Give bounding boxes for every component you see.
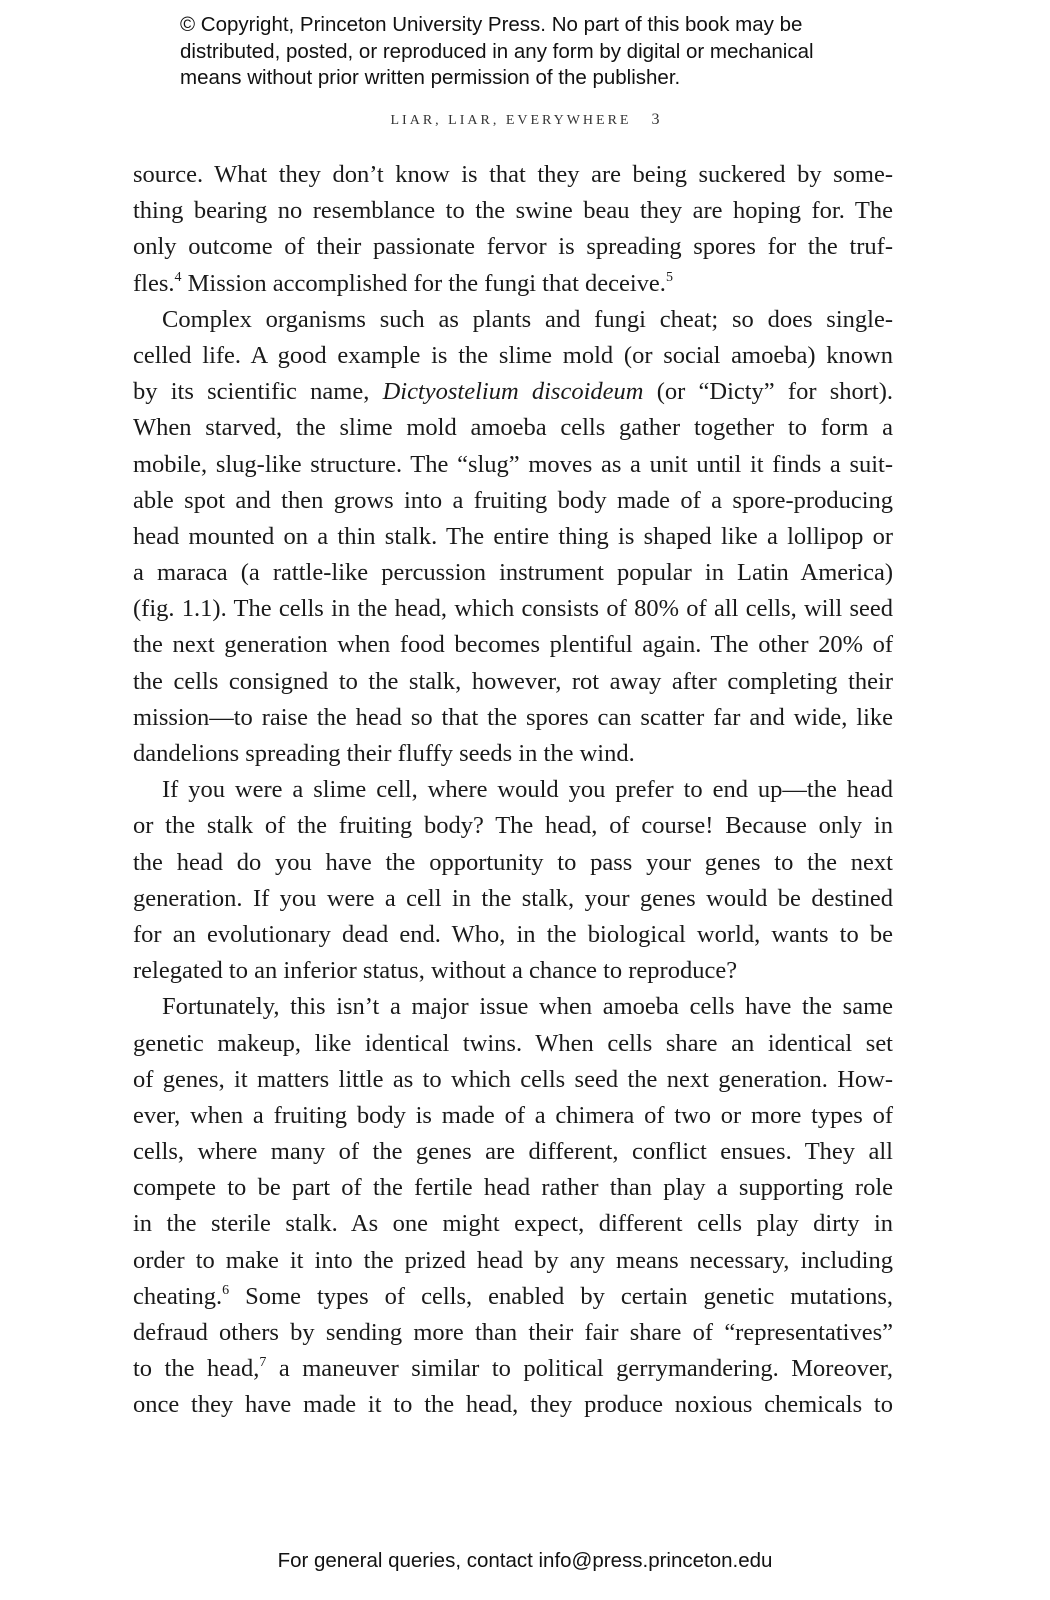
line-text: If you were a slime cell, where would you prefer to end up—the head bbox=[162, 776, 893, 804]
line-text: a maraca (a rattle-like percussion instrument popular in Latin America) bbox=[133, 559, 893, 587]
text-line bbox=[133, 736, 893, 772]
line-text: only outcome of their passionate fervor is spreading spores for the truf- bbox=[133, 233, 893, 261]
copyright-line: distributed, posted, or reproduced in any form by digital or mechanical bbox=[180, 39, 814, 63]
line-text: of genes, it matters little as to which cells seed the next generation. How- bbox=[133, 1065, 893, 1093]
line-text: generation. If you were a cell in the stalk, your genes would be destined bbox=[133, 884, 893, 912]
text-line bbox=[133, 1351, 893, 1387]
chapter-title: LIAR, LIAR, EVERYWHERE bbox=[390, 113, 632, 128]
line-text: by its scientific name, bbox=[133, 378, 383, 406]
text-line bbox=[133, 302, 893, 338]
text-line bbox=[133, 1315, 893, 1351]
text-line bbox=[133, 229, 893, 265]
footnote-ref: 7 bbox=[259, 1355, 267, 1371]
text-line bbox=[133, 1387, 893, 1423]
line-text: compete to be part of the fertile head rather than play a supporting role bbox=[133, 1174, 893, 1202]
line-text: head mounted on a thin stalk. The entire thing is shaped like a lollipop or bbox=[133, 522, 893, 550]
text-line bbox=[133, 1170, 893, 1206]
italic-text: Dictyostelium discoideum bbox=[382, 378, 644, 406]
line-text: dandelions spreading their fluffy seeds in the wind. bbox=[133, 740, 635, 767]
text-line bbox=[133, 193, 893, 229]
footnote-ref: 5 bbox=[665, 269, 673, 285]
line-text: celled life. A good example is the slime mold (or social amoeba) known bbox=[133, 341, 893, 369]
text-line bbox=[133, 1134, 893, 1170]
text-line bbox=[133, 1243, 893, 1279]
text-line bbox=[133, 989, 893, 1025]
line-text: Complex organisms such as plants and fungi cheat; so does single- bbox=[162, 305, 893, 333]
line-text: cells, where many of the genes are different, conflict ensues. They all bbox=[133, 1138, 893, 1166]
text-line bbox=[133, 157, 893, 193]
text-line bbox=[133, 483, 893, 519]
line-text: able spot and then grows into a fruiting body made of a spore-producing bbox=[133, 486, 893, 514]
line-text: cheating. bbox=[133, 1282, 223, 1310]
text-line bbox=[133, 1098, 893, 1134]
text-line bbox=[133, 1206, 893, 1242]
text-line bbox=[133, 917, 893, 953]
footnote-ref: 4 bbox=[174, 269, 182, 285]
line-text: genetic makeup, like identical twins. When cells share an identical set bbox=[133, 1029, 893, 1057]
footer-contact: For general queries, contact info@press.princeton.edu bbox=[277, 1549, 773, 1572]
text-line bbox=[133, 772, 893, 808]
text-line bbox=[133, 627, 893, 663]
copyright-notice bbox=[180, 12, 960, 92]
copyright-line: means without prior written permission of the publisher. bbox=[180, 66, 681, 89]
line-text: (fig. 1.1). The cells in the head, which consists of 80% of all cells, will seed bbox=[133, 595, 893, 623]
text-line bbox=[133, 1279, 893, 1315]
text-line bbox=[133, 1062, 893, 1098]
text-line bbox=[133, 591, 893, 627]
line-text: (or “Dicty” for short). bbox=[643, 378, 893, 406]
line-text: Some types of cells, enabled by certain genetic mutations, bbox=[229, 1282, 893, 1310]
line-text: source. What they don’t know is that they are being suckered by some- bbox=[133, 161, 893, 188]
text-line bbox=[133, 881, 893, 917]
copyright-line: © Copyright, Princeton University Press. No part of this book may be bbox=[180, 13, 803, 36]
body-text bbox=[133, 157, 893, 1424]
text-line bbox=[133, 808, 893, 844]
line-text: mission—to raise the head so that the spores can scatter far and wide, like bbox=[133, 703, 893, 731]
line-text: ever, when a fruiting body is made of a chimera of two or more types of bbox=[133, 1101, 893, 1129]
line-text: defraud others by sending more than their fair share of “representatives” bbox=[133, 1319, 893, 1346]
text-line bbox=[133, 519, 893, 555]
line-text: fles. bbox=[133, 269, 175, 297]
line-text: or the stalk of the fruiting body? The head, of course! Because only in bbox=[133, 812, 893, 840]
text-line bbox=[133, 447, 893, 483]
line-text: thing bearing no resemblance to the swine beau they are hoping for. The bbox=[133, 197, 893, 225]
text-line bbox=[133, 700, 893, 736]
line-text: for an evolutionary dead end. Who, in the biological world, wants to be bbox=[133, 920, 893, 948]
text-line bbox=[133, 953, 893, 989]
page-number: 3 bbox=[651, 111, 660, 128]
text-line bbox=[133, 374, 893, 410]
text-line bbox=[133, 1026, 893, 1062]
line-text: in the sterile stalk. As one might expect, different cells play dirty in bbox=[133, 1210, 893, 1238]
footnote-ref: 6 bbox=[222, 1282, 230, 1298]
line-text: Fortunately, this isn’t a major issue when amoeba cells have the same bbox=[162, 993, 893, 1021]
text-line bbox=[133, 338, 893, 374]
line-text: once they have made it to the head, they produce noxious chemicals to bbox=[133, 1391, 893, 1419]
line-text: the next generation when food becomes plentiful again. The other 20% of bbox=[133, 631, 893, 659]
running-head bbox=[0, 111, 1050, 129]
line-text: the head do you have the opportunity to pass your genes to the next bbox=[133, 848, 893, 876]
text-line bbox=[133, 555, 893, 591]
line-text: relegated to an inferior status, without a chance to reproduce? bbox=[133, 957, 738, 985]
line-text: to the head, bbox=[133, 1355, 260, 1383]
line-text: a maneuver similar to political gerrymandering. Moreover, bbox=[266, 1355, 893, 1383]
text-line bbox=[133, 845, 893, 881]
line-text: the cells consigned to the stalk, however, rot away after completing their bbox=[133, 667, 893, 695]
text-line bbox=[133, 266, 893, 302]
line-text: When starved, the slime mold amoeba cells gather together to form a bbox=[133, 414, 893, 442]
line-text: Mission accomplished for the fungi that deceive. bbox=[181, 269, 666, 297]
text-line bbox=[133, 664, 893, 700]
text-line bbox=[133, 410, 893, 446]
line-text: mobile, slug-like structure. The “slug” moves as a unit until it finds a suit- bbox=[133, 450, 893, 478]
line-text: order to make it into the prized head by any means necessary, including bbox=[133, 1246, 893, 1274]
